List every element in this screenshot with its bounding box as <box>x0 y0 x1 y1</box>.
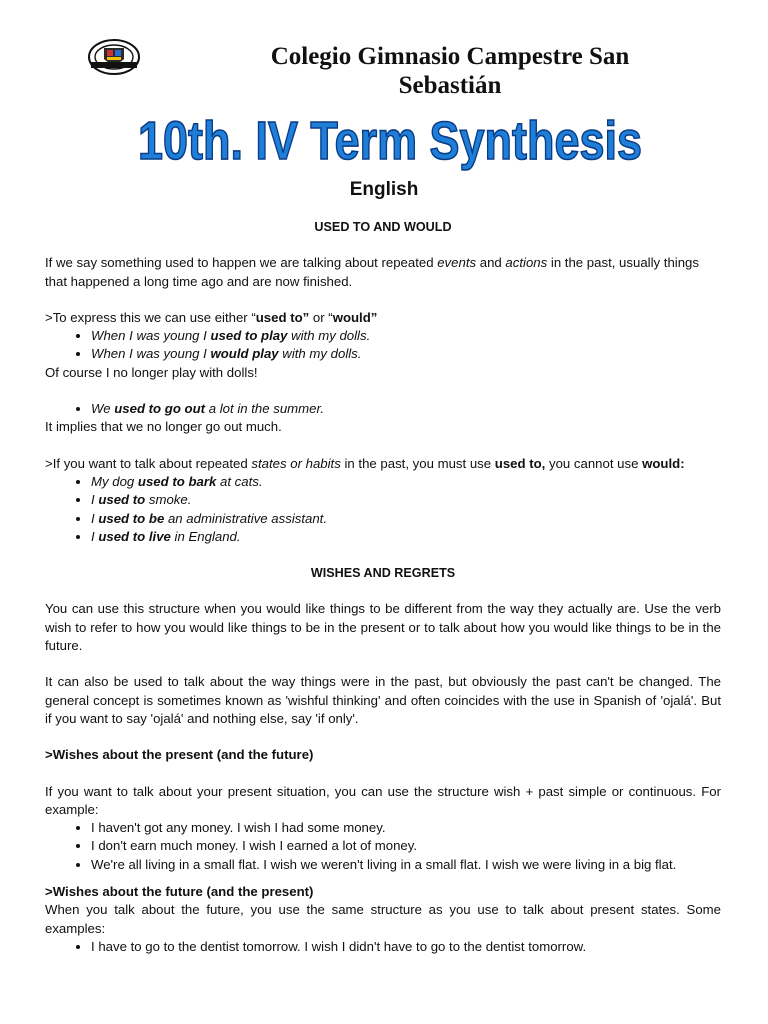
banner-title-text: 10th. IV Term Synthesis <box>138 111 642 171</box>
used-to-intro: If we say something used to happen we are talking about repeated events and actions in the past, usually things that happened a long time ago and are now finished. <box>45 255 699 289</box>
section-heading-used-to: USED TO AND WOULD <box>314 220 452 234</box>
section-heading-wishes: WISHES AND REGRETS <box>310 566 456 581</box>
list-item: • I have to go to the dentist tomorrow. I wish I didn't have to go to the dentist tomorrow. <box>91 938 721 956</box>
list-item: • I used to be an administrative assistant. <box>91 510 721 528</box>
term-banner-title <box>130 108 650 170</box>
list-item: • When I was young I would play with my dolls. <box>91 345 721 363</box>
list-item: • I used to live in England. <box>91 528 721 546</box>
future-examples <box>45 938 721 956</box>
list-item: • I haven't got any money. I wish I had some money. <box>91 819 721 837</box>
present-examples <box>45 819 721 874</box>
list-item: • I don't earn much money. I wish I earned a lot of money. <box>91 837 721 855</box>
example-list-2 <box>45 400 721 418</box>
example-list-1 <box>45 327 721 364</box>
list-item: • I used to smoke. <box>91 491 721 509</box>
document-body <box>45 218 721 956</box>
school-name-line2: Sebastián <box>398 72 502 99</box>
subheading-future: >Wishes about the future (and the present) <box>45 884 314 900</box>
school-crest-icon <box>88 38 140 76</box>
future-intro: When you talk about the future, you use the same structure as you use to talk about present states. Some examples: <box>45 902 721 936</box>
used-to-express: >To express this we can use either “used to” or “would” <box>45 309 378 325</box>
subheading-present: >Wishes about the present (and the future) <box>45 747 314 763</box>
list-item: • We're all living in a small flat. I wish we weren't living in a small flat. I wish we were living in a big flat. <box>91 856 721 874</box>
list-item: • My dog used to bark at cats. <box>91 473 721 491</box>
school-name <box>150 42 750 100</box>
subject-title: English <box>349 179 419 200</box>
list-item: • When I was young I used to play with my dolls. <box>91 327 721 345</box>
wishes-paragraph-1: You can use this structure when you would like things to be different from the way they actually are. Use the verb wish to refer to how you would like things to be in the present or to talk about how you would like things to be in the future. <box>45 601 721 654</box>
example-list-3 <box>45 473 721 546</box>
wishes-paragraph-2: It can also be used to talk about the way things were in the past, but obviously the past can't be changed. The general concept is sometimes known as 'wishful thinking' and often coincides with the use in Spanish of 'ojalá'. But if you want to say 'ojalá' and nothing else, say 'if only'. <box>45 674 721 726</box>
present-intro: If you want to talk about your present situation, you can use the structure wish + past simple or continuous. For example: <box>45 783 721 817</box>
note-go-out: It implies that we no longer go out much. <box>45 419 282 435</box>
school-name-line1: Colegio Gimnasio Campestre San <box>270 43 630 70</box>
note-dolls: Of course I no longer play with dolls! <box>45 364 258 380</box>
list-item: • We used to go out a lot in the summer. <box>91 400 721 418</box>
states-habits-rule: >If you want to talk about repeated states or habits in the past, you must use used to, you cannot use would: <box>45 455 685 471</box>
